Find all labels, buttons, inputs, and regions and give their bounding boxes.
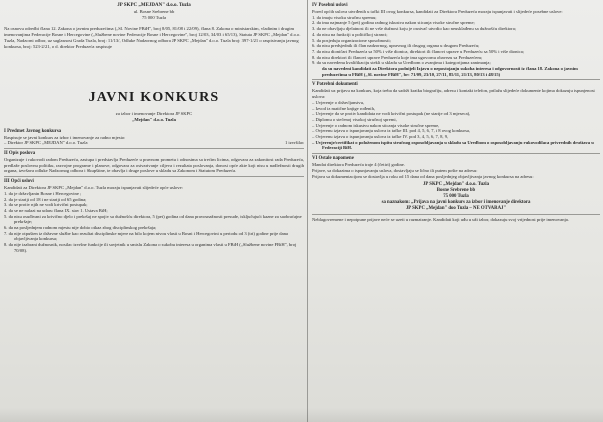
rule	[4, 148, 304, 149]
company-name: JP SKPC „MEJDAN" d.o.o. Tuzla	[117, 3, 191, 8]
section-3-text: Kandidati za Direktora JP SKPC „Mejdan" d.o.o. Tuzla moraju ispunjavati slijedeće opće uslove:	[4, 185, 183, 191]
list-item: – Uvjerenje o državljanstvu,	[312, 99, 365, 105]
list-item: 6. da na posljednjem radnom mjestu nije dobio otkaz zbog disciplinskog prekršaja;	[4, 225, 157, 231]
list-item: – Uvjerenje da se protiv kandidata ne vodi krivični postupak (ne starije od 3 mjeseca),	[312, 111, 471, 117]
list-item: 8. da nisu direktori ili članovi uprave Preduzeća koje ima ugovornu obavezu sa Preduzećem;	[312, 54, 483, 60]
list-item: 5. da posjeduju organizacione sposobnosti;	[312, 37, 391, 43]
section-1-title: I Predmet Javnog konkursa	[4, 128, 62, 134]
company-address: ul. Bosne Srebrene bb	[133, 9, 175, 14]
section-1-position-row	[4, 140, 304, 146]
list-item: – Ovjerenu izjavu o ispunjavanju uslova iz tačke IV. pod 3, 4, 5, 6, 7, 8, 9,	[312, 134, 449, 140]
section-1-count: 1 izvršilac	[284, 140, 304, 146]
company-city: 75 000 Tuzla	[142, 14, 166, 20]
section-6-item: Prijave, sa dokazima o ispunjavanju uslova, dostavljaju se lično ili putem pošte na adresu:	[312, 167, 478, 173]
subtitle-line-1: za izbor i imenovanje Direktora JP SKPC	[115, 111, 193, 117]
section-4-text: Pored općih uslova utvrđenih u tački III ovog konkursa, kandidati za Direktora Preduzeća moraju ispunjavati i slijedeće posebne uslove:	[312, 9, 563, 14]
stamp-line: Bosne Srebrene bb	[436, 188, 476, 194]
list-item: 7. da nisu dioničari Preduzeća sa 50% i više dionica, direktori ili članovi uprave u Preduzeću sa 50% i više dionica;	[312, 48, 525, 54]
list-item: 1. da je državljanin Bosne i Hercegovine ;	[4, 190, 82, 196]
stamp-line: sa naznakom: „Prijava na javni konkurs za izbor i imenovanje direktora	[381, 200, 531, 206]
rule	[4, 176, 304, 177]
intro-paragraph: Na osnovu odredbi člana 12. Zakona o javnim preduzećima („Sl. Novine FBiH", broj 8/05, 81/08 i 22/09), člana 8. Zakona o ministarskim, vladinim i drugim imenovanjima Federacije Bosne i Hercegovine („Službene novine Federacije Bosne i Hercegovine", broj 12/03, 34/03 i 65/13), Statuta JP SKPC „Mejdan" d.o.o. Tuzla, Nadzorni odbor, uz saglasnost Grada Tuzla, broj: 11/13/, Odluke Nadzornog odbora JP SKPC „Mejdan" d.o.o. Tuzla broj: 397-1/21 o raspisivanju javnog konkursa, broj: 523-2/21, o d. direktor Preduzeća raspisuje	[4, 26, 301, 49]
page-shadow	[0, 408, 603, 422]
section-5-list	[312, 100, 600, 151]
section-1-position: – Direktor JP SKPC „MEJDAN" d.o.o. Tuzla	[4, 140, 88, 146]
section-2-title: II Opis poslova	[4, 151, 36, 157]
list-item: 7. da nije otpušten iz državne službe kao rezultat disciplinske mjere na bilo kojem nivou vlasti u Bosni i Hercegovini u periodu od 3 (tri) godine prije dana objavljivanja konkursa;	[4, 230, 288, 242]
page-title: JAVNI KONKURS	[88, 90, 220, 106]
section-4-list	[312, 15, 600, 66]
list-item: 3. da ne obavljaju djelatnost ili ne vrše dužnost koju je osnivač utvrdio kao neusklađenu sa dužnošću direktora;	[312, 26, 517, 32]
section-2-text: Organizuje i rukovodi radom Preduzeća, zastupa i predstavlja Preduzeće u pravnom prometu i odnosima sa trećim licima, odgovara za zakonitost rada Preduzeća, predlaže poslovnu politiku, razvojne programe i planove, odgovara za ostvarivanje ciljeva i rezultata poslovanja, donosi opće akte koji nisu u nadležnosti drugih organa, izvršava odluke Nadzornog odbora i Skupštine, te obavlja i druge poslove u skladu sa Zakonom i Statutom Preduzeća.	[4, 157, 304, 174]
section-4-title: IV Posebni uslovi	[312, 3, 348, 8]
list-item: 6. da nisu predsjednik ili član nadzornog, upravnog ili drugog organa u drugom Preduzeću;	[312, 43, 480, 49]
rule	[312, 214, 600, 215]
closing-text: Neblagovremene i nepotpune prijave neće se uzeti u razmatranje. Kandidati koji uđu u uži izbor, dokazuju svoj vrijednost prije imenovanja.	[312, 217, 569, 223]
subtitle-line-2: „Mejdan" d.o.o. Tuzla	[132, 116, 176, 122]
stamp-line: JP SKPC „Mejdan" d.o.o. Tuzla	[423, 182, 489, 188]
section-1-text: Raspisuje se javni konkurs za izbor i imenovanje za radno mjesto:	[4, 134, 126, 140]
stamp-line: 75 000 Tuzla	[443, 194, 469, 200]
list-item: – Uvjerenje o radnom iskustvu nakon sticanja visoke stručne spreme,	[312, 122, 440, 128]
list-item: – Izvod iz matične knjige rođenih,	[312, 105, 376, 111]
section-6-title: VI Ostale napomene	[312, 156, 354, 162]
rule	[312, 79, 600, 80]
column-divider	[307, 0, 308, 422]
list-item: 2. da ima najmanje 5 (pet) godina radnog iskustva nakon sticanja visoke stručne spreme;	[312, 20, 475, 26]
list-item: – Diplomu o stečenoj visokoj stručnoj spremi,	[312, 116, 397, 122]
list-item: 5. da nisu osuđivani za krivično djelo i prekršaj ne spojiv sa dužnošću direktora, 5 (pet) godina od dana pravosnažnosti presude, isključujući kazne za saobraćajne prekršaje;	[4, 213, 302, 225]
list-item: 2. da je stariji od 18 i ne stariji od 65 godina;	[4, 196, 87, 202]
list-item: 9. da su navedenu kvalifikaciju stekli u skladu sa Uredbom o zvanjima i kategorijama zanimanja;	[312, 60, 491, 66]
section-4-emphasis: da su navedeni kandidati za Direktora podnijeli Izjavu o nepostojanju sukoba interesa i odgovornosti iz člana 18. Zakona o javnim preduzećima u FBiH („Sl. novine FBiH", br: 71/09, 23/10, 27/11, 85/11, 21/13, 80/13 i 48/15)	[322, 66, 578, 77]
left-column	[4, 0, 304, 254]
list-item: 1. da imaju visoku stručnu spremu;	[312, 14, 377, 20]
section-3-list	[4, 191, 304, 254]
list-item: – Uvjerenje/certifikat o položenom ispitu stručnog osposobljavanja u skladu sa Uredbom o osposobljavanju rukovodilaca privrednih društava u Federaciji BiH.	[312, 139, 594, 151]
section-6-item: Prijava sa dokumentacijom se dostavlja u roku od 15 dana od dana posljednjeg objavljivanja javnog konkursa na adresu:	[312, 173, 534, 179]
list-item: – Ovjerenu izjavu o ispunjavanju uslova iz tačke III. pod 4, 5, 6, 7, i 8 ovog konkursa,	[312, 128, 471, 134]
list-item: 3. da se protiv njih ne vodi krivični postupak;	[4, 202, 88, 208]
list-item: 4. da nisu na funkciji u političkoj stranci;	[312, 31, 388, 37]
section-5-text: Kandidati uz prijavu na konkurs, koja treba da sadrži kratku biografiju, adresu i kontakt telefon, prilažu slijedeće dokumente kojima dokazuju ispunjenost uslova:	[312, 88, 595, 100]
stamp-line: JP SKPC „Mejdan" doo Tuzla – NE OTVARAJ"	[405, 206, 507, 212]
rule	[312, 153, 600, 154]
section-3-title: III Opći uslovi	[4, 179, 34, 185]
list-item: 4. da se ne nalazi na udaru člana IX. stav 1. Ustava BiH;	[4, 207, 108, 213]
right-column	[312, 0, 600, 223]
list-item: 8. da nije izabrani dužnosnik, nosilac izvršne funkcije ili savjetnik u smislu Zakona o sukobu interesa u organima vlasti u FBiH („Službene novine FBiH", broj 70/08).	[4, 242, 297, 253]
section-5-title: V Potrebni dokumenti	[312, 82, 358, 88]
section-6-item: Mandat direktora Preduzeća traje 4 (četiri) godine.	[312, 162, 405, 168]
address-stamp	[312, 182, 600, 212]
